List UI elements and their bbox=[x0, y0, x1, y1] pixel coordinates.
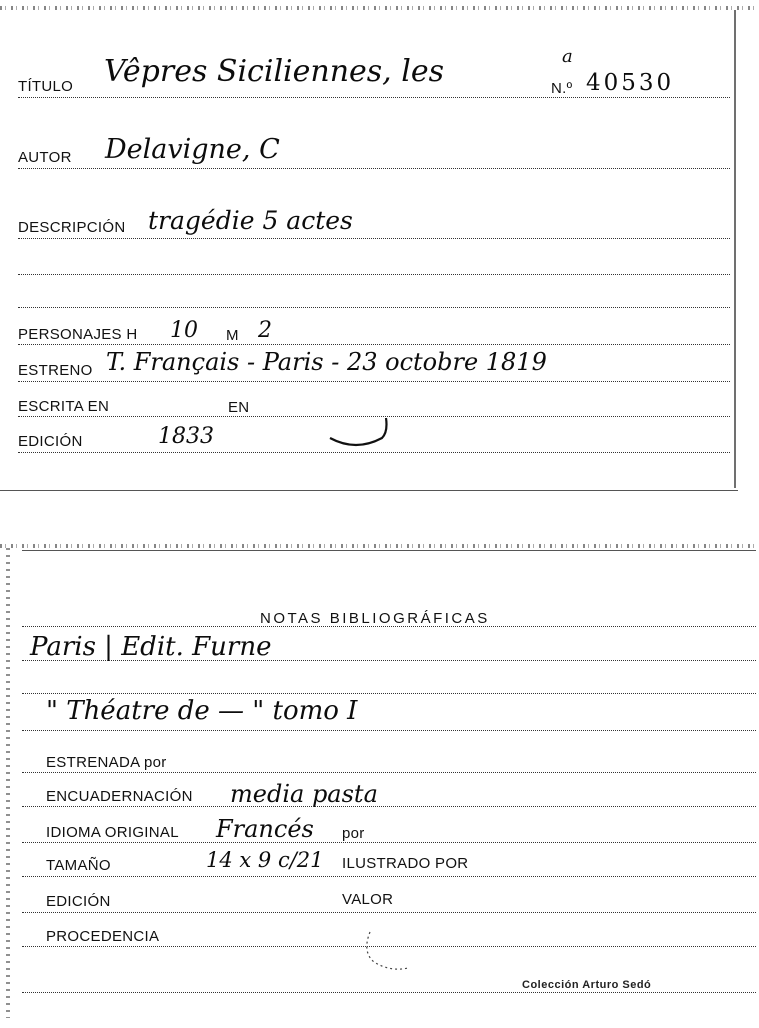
titulo-value: Vêpres Siciliennes, les bbox=[104, 54, 444, 89]
en-label: EN bbox=[228, 399, 250, 416]
descripcion-value: tragédie 5 actes bbox=[148, 206, 353, 235]
pencil-stroke-mark bbox=[326, 412, 394, 448]
autor-label: AUTOR bbox=[18, 149, 72, 166]
valor-label: VALOR bbox=[342, 891, 394, 908]
descripcion-rule-3 bbox=[18, 307, 730, 308]
descripcion-rule-1 bbox=[18, 238, 730, 239]
encuadernacion-value: media pasta bbox=[230, 780, 378, 808]
autor-rule bbox=[18, 168, 730, 169]
edicion-bottom-label: EDICIÓN bbox=[46, 893, 111, 910]
estreno-value: T. Français - Paris - 23 octobre 1819 bbox=[106, 348, 547, 376]
titulo-label: TÍTULO bbox=[18, 78, 74, 95]
collection-credit: Colección Arturo Sedó bbox=[522, 979, 652, 991]
titulo-rule bbox=[18, 97, 730, 98]
personajes-m-label: M bbox=[226, 327, 239, 344]
tamano-rule bbox=[22, 876, 756, 877]
notes-line-1: Paris | Edit. Furne bbox=[30, 632, 272, 662]
encuadernacion-label: ENCUADERNACIÓN bbox=[46, 788, 193, 805]
idioma-rule bbox=[22, 842, 756, 843]
autor-value: Delavigne, C bbox=[105, 134, 280, 165]
personajes-rule bbox=[18, 344, 730, 345]
personajes-m-value: 2 bbox=[258, 318, 272, 343]
numero-label: N.º bbox=[551, 80, 573, 97]
idioma-por-label: por bbox=[342, 825, 365, 842]
personajes-h-value: 10 bbox=[170, 318, 198, 343]
escrita-en-label: ESCRITA EN bbox=[18, 398, 110, 415]
numero-prefix: a bbox=[562, 46, 573, 67]
card-left-edge bbox=[6, 548, 10, 1018]
catalog-card-back bbox=[0, 540, 759, 1028]
personajes-h-label: PERSONAJES H bbox=[18, 326, 138, 343]
catalog-card-front bbox=[0, 0, 759, 494]
edicion-value: 1833 bbox=[158, 424, 214, 449]
estrenada-label: ESTRENADA por bbox=[46, 754, 167, 771]
descripcion-rule-2 bbox=[18, 274, 730, 275]
card-top-rule bbox=[22, 550, 756, 551]
tamano-value: 14 x 9 c/21 bbox=[206, 848, 324, 872]
card-top-edge bbox=[0, 544, 759, 548]
card-right-edge bbox=[734, 10, 736, 488]
pencil-stroke-mark-2 bbox=[360, 928, 420, 978]
edicion-rule bbox=[18, 452, 730, 453]
estreno-rule bbox=[18, 381, 730, 382]
tamano-label: TAMAÑO bbox=[46, 857, 111, 874]
card-bottom-edge bbox=[0, 490, 738, 491]
edicion-label: EDICIÓN bbox=[18, 433, 83, 450]
ilustrado-label: ILUSTRADO POR bbox=[342, 855, 469, 872]
procedencia-label: PROCEDENCIA bbox=[46, 928, 160, 945]
notes-line-2: " Théatre de — " tomo I bbox=[46, 696, 358, 726]
notas-heading: NOTAS BIBLIOGRÁFICAS bbox=[260, 610, 490, 627]
notas-rule bbox=[22, 626, 756, 627]
numero-value: 40530 bbox=[586, 70, 675, 96]
notes-rule-1 bbox=[22, 660, 756, 661]
estreno-label: ESTRENO bbox=[18, 362, 93, 379]
descripcion-label: DESCRIPCIÓN bbox=[18, 219, 126, 236]
encuadernacion-rule bbox=[22, 806, 756, 807]
idioma-label: IDIOMA ORIGINAL bbox=[46, 824, 179, 841]
card-top-edge bbox=[0, 6, 759, 10]
edicion-bottom-rule bbox=[22, 912, 756, 913]
notes-rule-2 bbox=[22, 693, 756, 694]
notes-rule-3 bbox=[22, 730, 756, 731]
idioma-value: Francés bbox=[216, 815, 314, 843]
credit-rule bbox=[22, 992, 756, 993]
estrenada-rule bbox=[22, 772, 756, 773]
